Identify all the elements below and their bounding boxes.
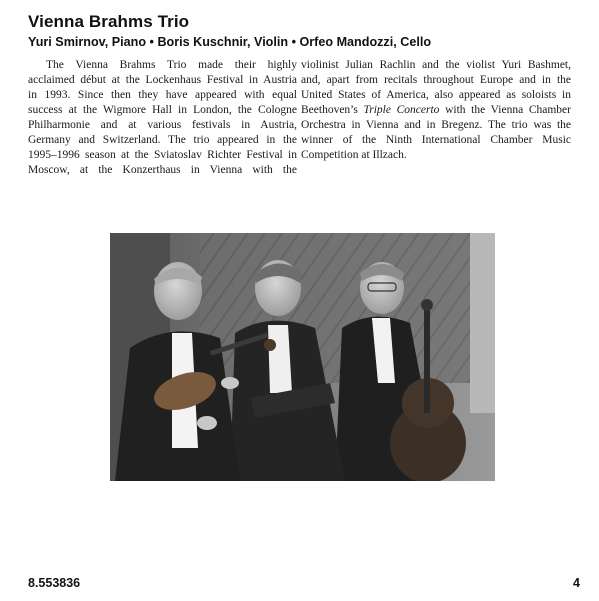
body-line: in 1993. Since then they have appeared with equal [28, 89, 297, 101]
body-line: Philharmonie and at various festivals in Austria, [28, 119, 297, 131]
catalog-number: 8.553836 [28, 576, 81, 590]
body-line: success at the Wigmore Hall in London, the Cologne [28, 104, 297, 116]
body-line: Orchestra in Vienna and in Bregenz. The trio was the [301, 119, 571, 131]
page-title: Vienna Brahms Trio [28, 12, 190, 31]
body-line: acclaimed début at the Lockenhaus Festival in Austria [28, 74, 297, 86]
body-column-left [28, 58, 297, 178]
body-line: Germany and Switzerland. The trio appeared in the [28, 134, 297, 146]
italic-title: Triple Concerto [363, 104, 440, 116]
body-line: Moscow, at the Konzerthaus in Vienna with the [28, 164, 297, 176]
body-line: United States of America, also appeared as soloists in [301, 89, 571, 101]
body-line: Beethoven’s Triple Concerto with the Vienna Chamber [301, 104, 571, 116]
body-line: violinist Julian Rachlin and the violist Yuri Bashmet, [301, 59, 571, 71]
body-line: winner of the Ninth International Chamber Music [301, 134, 571, 146]
body-line: and, apart from recitals throughout Europe and in the [301, 74, 571, 86]
body-line: Competition at Illzach. [301, 149, 407, 161]
body-column-right [301, 58, 571, 163]
trio-photograph [110, 233, 495, 481]
performers-subtitle: Yuri Smirnov, Piano • Boris Kuschnir, Violin • Orfeo Mandozzi, Cello [28, 35, 432, 49]
body-line: The Vienna Brahms Trio made their highly [46, 59, 297, 71]
body-line: 1995–1996 season at the Sviatoslav Richter Festival in [28, 149, 297, 161]
page-number: 4 [573, 576, 580, 590]
